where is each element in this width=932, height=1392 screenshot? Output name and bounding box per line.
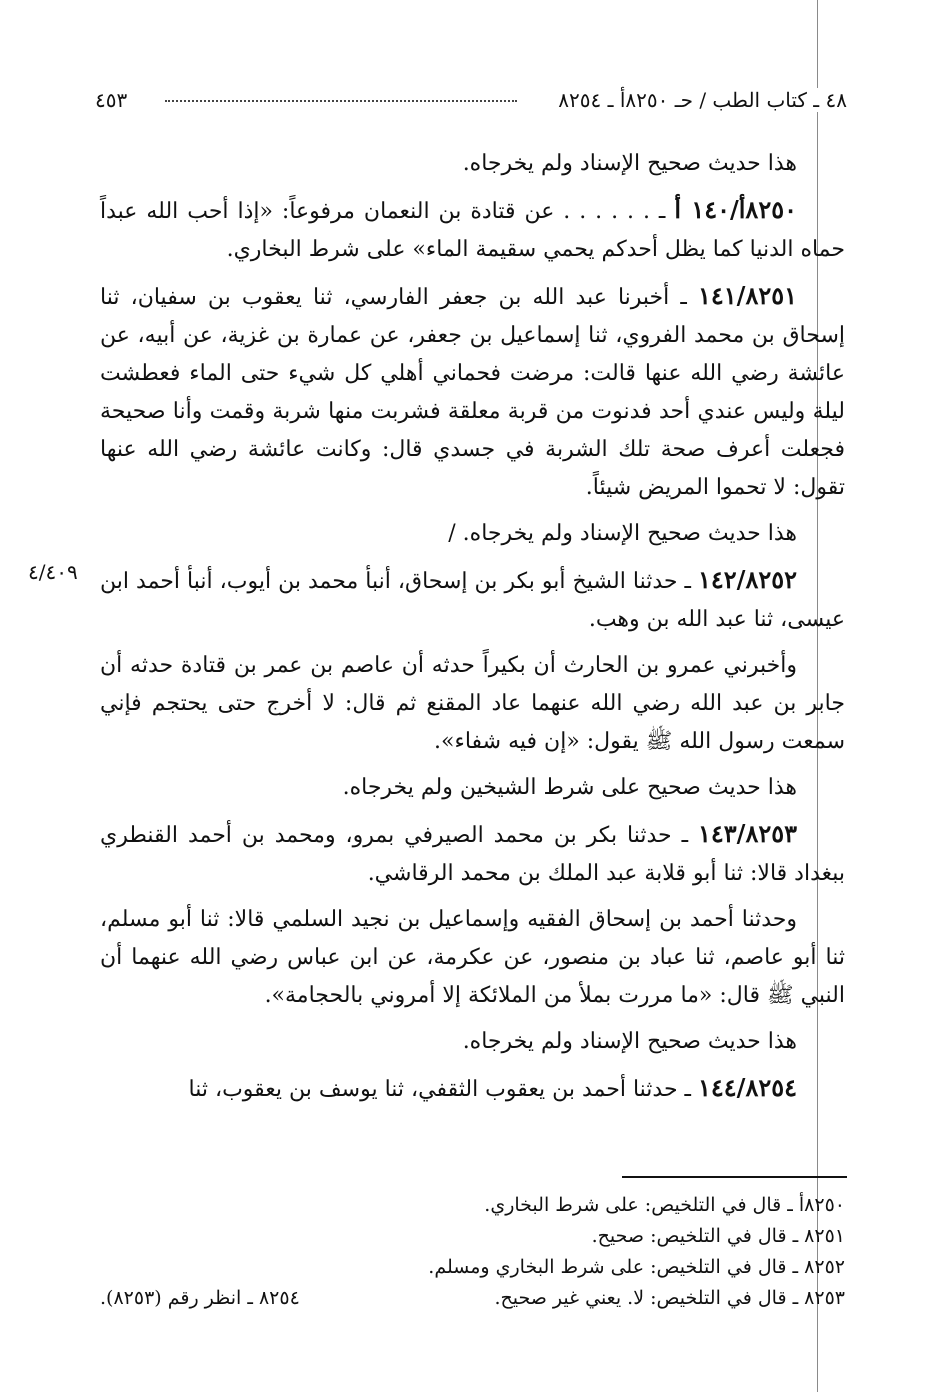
hadith-number: ١٤١/٨٢٥١	[698, 281, 797, 310]
paragraph-text: هذا حديث صحيح الإسناد ولم يخرجاه. /	[448, 521, 797, 546]
paragraph	[100, 515, 845, 553]
paragraph	[100, 647, 845, 761]
footnote: ٨٢٥٣ ـ قال في التلخيص: لا. يعني غير صحيح.	[494, 1287, 845, 1309]
page-header	[95, 88, 847, 122]
footnotes	[100, 1190, 845, 1314]
running-title: ٤٨ ـ كتاب الطب / حـ ٨٢٥٠أ ـ ٨٢٥٤	[552, 88, 847, 112]
paragraph	[100, 1023, 845, 1061]
footnote-separator	[622, 1176, 847, 1178]
paragraph	[100, 145, 845, 183]
paragraph	[100, 1069, 845, 1109]
footnote: ٨٢٥٢ ـ قال في التلخيص: على شرط البخاري ومسلم.	[428, 1256, 845, 1278]
paragraph-text: ـ حدثنا الشيخ أبو بكر بن إسحاق، أنبأ محمد بن أيوب، أنبأ أحمد ابن عيسى، ثنا عبد الله بن وهب.	[100, 569, 845, 632]
paragraph	[100, 191, 845, 269]
margin-reference: ٤/٤٠٩	[28, 560, 78, 584]
hadith-number: ١٤٣/٨٢٥٣	[698, 819, 797, 848]
footnote: ٨٢٥٤ ـ انظر رقم (٨٢٥٣).	[100, 1287, 300, 1309]
paragraph-text: ـ حدثنا أحمد بن يعقوب الثقفي، ثنا يوسف بن يعقوب، ثنا	[188, 1077, 691, 1102]
header-leader-dots	[165, 100, 517, 102]
paragraph	[100, 901, 845, 1015]
footnote: ٨٢٥٠أ ـ قال في التلخيص: على شرط البخاري.	[484, 1194, 845, 1216]
paragraph-text: هذا حديث صحيح على شرط الشيخين ولم يخرجاه.	[342, 775, 797, 800]
main-text	[100, 145, 845, 1117]
paragraph	[100, 277, 845, 507]
footnote-row	[100, 1283, 845, 1314]
hadith-number: ١٤٢/٨٢٥٢	[698, 565, 797, 594]
paragraph	[100, 815, 845, 893]
paragraph-text: هذا حديث صحيح الإسناد ولم يخرجاه.	[462, 1029, 797, 1054]
hadith-number: ١٤٤/٨٢٥٤	[698, 1073, 797, 1102]
hadith-number: ٨٢٥٠أ/١٤٠ أ	[674, 195, 797, 224]
paragraph	[100, 769, 845, 807]
paragraph-text: هذا حديث صحيح الإسناد ولم يخرجاه.	[462, 151, 797, 176]
paragraph-text: ـ أخبرنا عبد الله بن جعفر الفارسي، ثنا يعقوب بن سفيان، ثنا إسحاق بن محمد الفروي، ثنا إسماعيل بن جعفر، عن عمارة بن غزية، عن أبيه، عن عائشة رضي الله عنها قالت: مرضت فحماني أهلي كل شيء حتى الماء فعطشت ليلة وليس عندي أحد فدنوت من قربة معلقة فشربت منها شربة وقمت وأنا صحيحة فجعلت أعرف صحة تلك الشربة في جسدي قال: وكانت عائشة رضي الله عنها تقول: لا تحموا المريض شيئاً.	[100, 285, 845, 500]
paragraph-text: وأخبرني عمرو بن الحارث أن بكيراً حدثه أن عاصم بن عمر بن قتادة حدثه أن جابر بن عبد الله رضي الله عنهما عاد المقنع ثم قال: لا أخرج حتى يحتجم فإني سمعت رسول الله ﷺ يقول: «إن فيه شفاء».	[100, 653, 845, 754]
paragraph-text: وحدثنا أحمد بن إسحاق الفقيه وإسماعيل بن نجيد السلمي قالا: ثنا أبو مسلم، ثنا أبو عاصم، ثنا عباد بن منصور، عن عكرمة، عن ابن عباس رضي الله عنهما أن النبي ﷺ قال: «ما مررت بملأ من الملائكة إلا أمروني بالحجامة».	[100, 907, 845, 1008]
paragraph-text: ـ . . . . . . عن قتادة بن النعمان مرفوعاً: «إذا أحب الله عبداً حماه الدنيا كما يظل أحدكم يحمي سقيمة الماء» على شرط البخاري.	[100, 199, 845, 262]
paragraph	[100, 561, 845, 639]
paragraph-text: ـ حدثنا بكر بن محمد الصيرفي بمرو، ومحمد بن أحمد القنطري ببغداد قالا: ثنا أبو قلابة عبد الملك بن محمد الرقاشي.	[100, 823, 845, 886]
page-number: ٤٥٣	[95, 88, 128, 112]
footnote: ٨٢٥١ ـ قال في التلخيص: صحيح.	[591, 1225, 845, 1247]
